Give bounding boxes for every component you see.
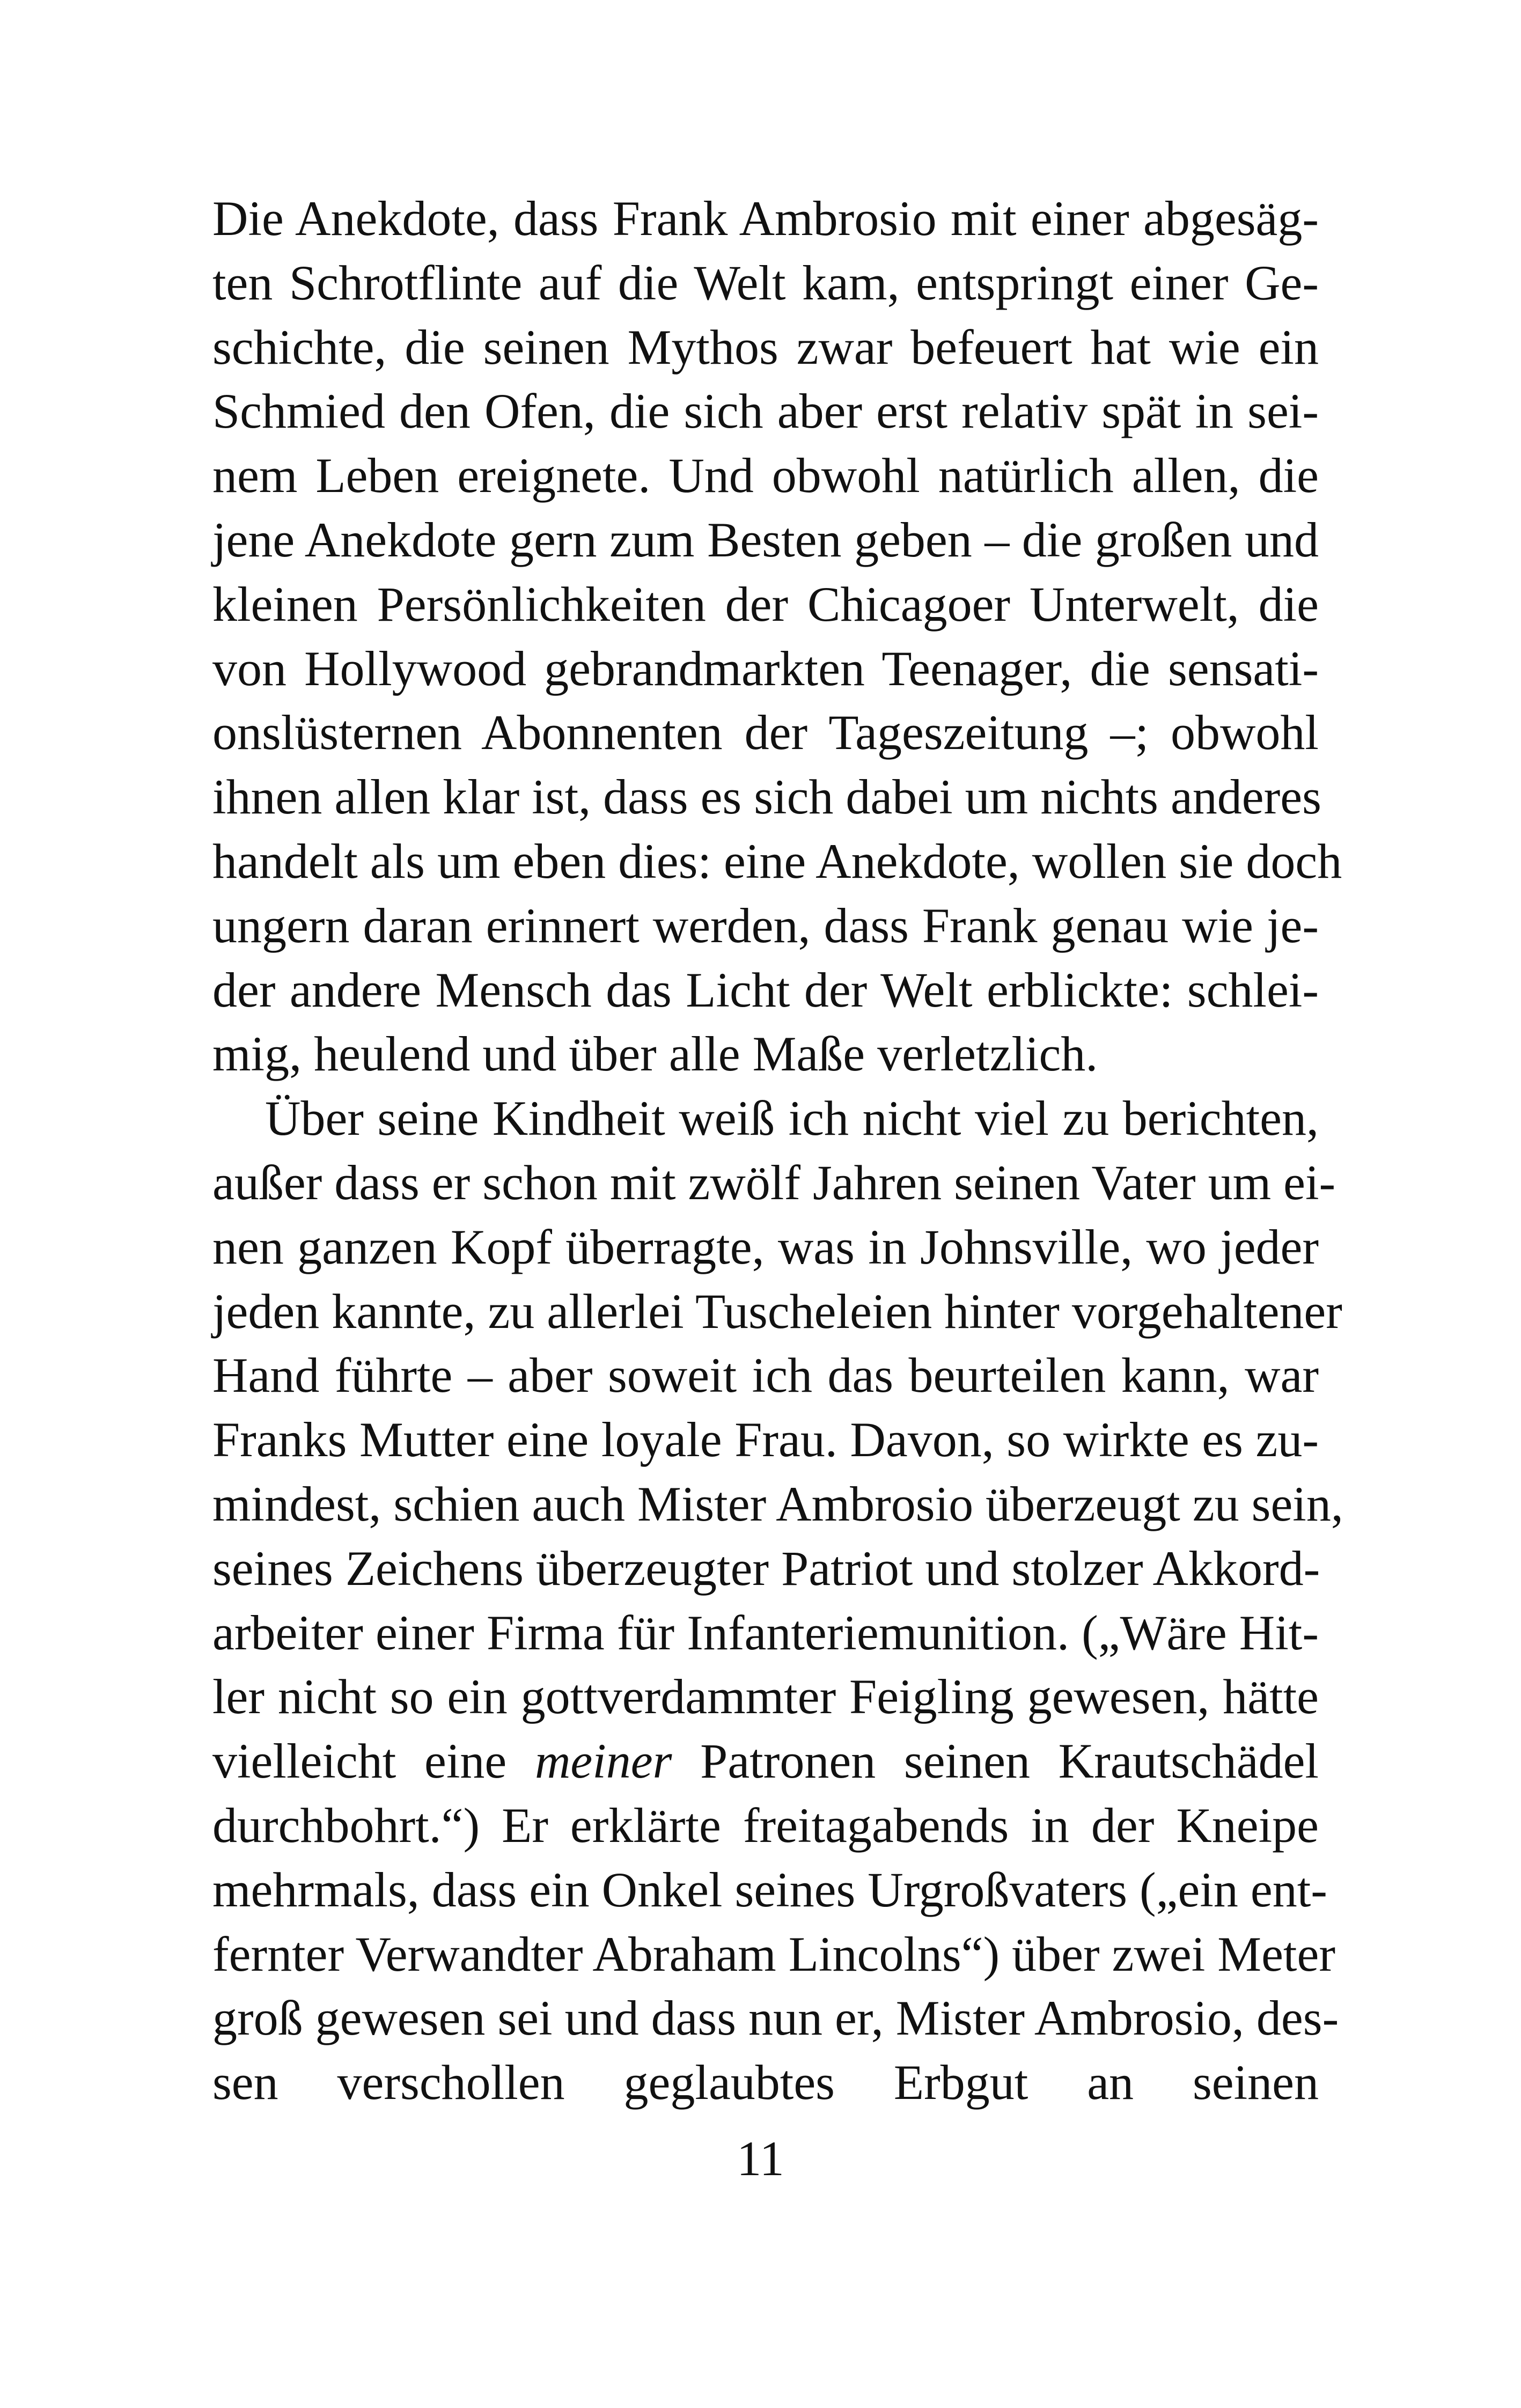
text-line: seines Zeichens überzeugter Patriot und stolzer Akkord- bbox=[212, 1540, 1320, 1596]
text-line: Franks Mutter eine loyale Frau. Davon, so wirkte es zu- bbox=[212, 1412, 1319, 1467]
body-text bbox=[212, 187, 1343, 2115]
text-line: nem Leben ereignete. Und obwohl natürlich allen, die bbox=[212, 448, 1319, 503]
text-line: ihnen allen klar ist, dass es sich dabei um nichts anderes bbox=[212, 769, 1321, 825]
text-line: kleinen Persönlichkeiten der Chicagoer Unterwelt, die bbox=[212, 576, 1319, 632]
text-line: Hand führte – aber soweit ich das beurteilen kann, war bbox=[212, 1348, 1319, 1403]
text-line: ten Schrotflinte auf die Welt kam, entspringt einer Ge- bbox=[212, 255, 1319, 310]
text-line: schichte, die seinen Mythos zwar befeuert hat wie ein bbox=[212, 319, 1319, 375]
page-number: 11 bbox=[737, 2131, 784, 2186]
text-line: Die Anekdote, dass Frank Ambrosio mit einer abgesäg- bbox=[212, 191, 1319, 246]
text-line: durchbohrt.“) Er erklärte freitagabends in der Kneipe bbox=[212, 1797, 1319, 1853]
text-line: mindest, schien auch Mister Ambrosio überzeugt zu sein, bbox=[212, 1476, 1343, 1531]
text-line: von Hollywood gebrandmarkten Teenager, die sensati- bbox=[212, 641, 1319, 696]
text-line: fernter Verwandter Abraham Lincolns“) über zwei Meter bbox=[212, 1926, 1335, 1981]
text-segment: Patronen seinen Krautschädel bbox=[672, 1734, 1319, 1789]
text-segment: vielleicht eine bbox=[212, 1734, 535, 1789]
text-line: ungern daran erinnert werden, dass Frank genau wie je- bbox=[212, 898, 1319, 953]
text-line: handelt als um eben dies: eine Anekdote, wollen sie doch bbox=[212, 833, 1342, 889]
text-line bbox=[212, 1729, 1319, 1794]
text-line: jeden kannte, zu allerlei Tuscheleien hinter vorgehaltener bbox=[212, 1283, 1342, 1339]
text-line: außer dass er schon mit zwölf Jahren seinen Vater um ei- bbox=[212, 1155, 1336, 1210]
text-line: mig, heulend und über alle Maße verletzlich. bbox=[212, 1026, 1098, 1082]
text-line: nen ganzen Kopf überragte, was in Johnsville, wo jeder bbox=[212, 1219, 1319, 1274]
emphasized-word: meiner bbox=[534, 1734, 672, 1789]
text-line: Schmied den Ofen, die sich aber erst relativ spät in sei- bbox=[212, 384, 1319, 439]
text-line: onslüsternen Abonnenten der Tageszeitung –; obwohl bbox=[212, 705, 1319, 760]
text-line: groß gewesen sei und dass nun er, Mister Ambrosio, des- bbox=[212, 1991, 1339, 2046]
text-line: arbeiter einer Firma für Infanteriemunition. („Wäre Hit- bbox=[212, 1605, 1319, 1660]
text-line: Über seine Kindheit weiß ich nicht viel zu berichten, bbox=[265, 1091, 1319, 1146]
text-line: der andere Mensch das Licht der Welt erblickte: schlei- bbox=[212, 962, 1319, 1017]
text-line: jene Anekdote gern zum Besten geben – die großen und bbox=[212, 512, 1319, 567]
text-line: sen verschollen geglaubtes Erbgut an seinen bbox=[212, 2055, 1319, 2110]
text-line: mehrmals, dass ein Onkel seines Urgroßvaters („ein ent- bbox=[212, 1862, 1327, 1917]
text-line: ler nicht so ein gottverdammter Feigling gewesen, hätte bbox=[212, 1669, 1319, 1724]
